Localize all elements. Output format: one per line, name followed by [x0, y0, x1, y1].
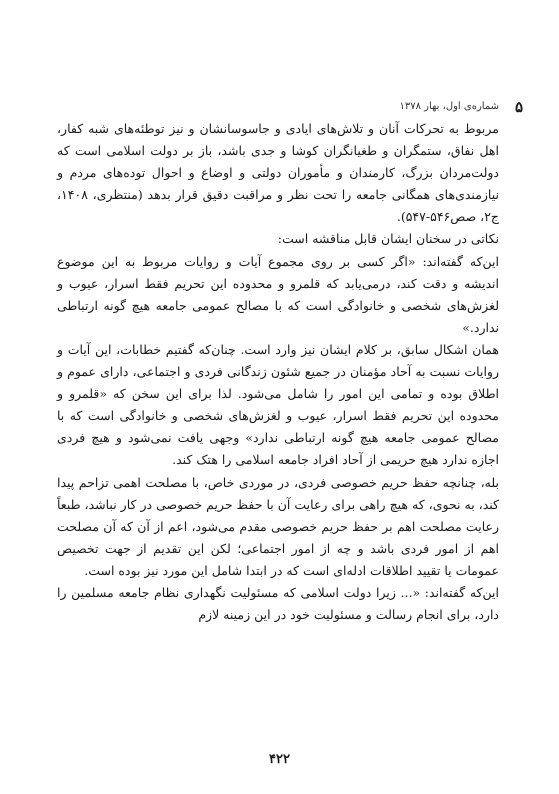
paragraph: بله، چنانچه حفظ حریم خصوصی فردی، در موردی خاص، با مصلحت اهمی تزاحم پیدا کند، به نحوی، که هیچ راهی برای رعایت آن با حفظ حریم خصوصی در کار نباشد، طبعاً رعایت مصلحت اهم بر حفظ حریم خصوصی مقدم می‌شود، اعم از آن که آن مصلحت اهم از امور فردی باشد و چه از امور اجتماعی؛ لکن این تقدیم از جهت تخصیص عمومات یا تقیید اطلاقات ادله‌ای است که در ابتدا شامل این مورد نیز بوده است.	[57, 474, 499, 578]
paragraph: همان اشکال سابق، بر کلام ایشان نیز وارد است. چنان‌که گفتیم خطابات، این آیات و روایات نسبت به آحاد مؤمنان در جمیع شئون زندگانی فردی و اجتماعی، دارای عموم و اطلاق بوده و تمامی این امور را شامل می‌شود. لذا برای این سخن که «قلمرو و محدوده این تحریم فقط اسرار، عیوب و لغزش‌های شخصی و خانوادگی است که با مصالح عمومی جامعه هیچ گونه ارتباطی ندارد» وجهی یافت نمی‌شود و هیچ فردی اجازه ندارد هیچ حریمی از آحاد افراد جامعه اسلامی را هتک کند.	[57, 341, 499, 468]
paragraph: این‌که گفته‌اند: «... زیرا دولت اسلامی که مسئولیت نگهداری نظام جامعه مسلمین را دارد، برای انجام رسالت و مسئولیت خود در این زمینه لازم	[57, 584, 499, 623]
header-number: ۵	[514, 98, 523, 116]
paragraph: این‌که گفته‌اند: «اگر کسی بر روی مجموع آیات و روایات مربوط به این موضوع اندیشه و دقت کند، درمی‌یابد که قلمرو و محدوده این تحریم فقط اسرار، عیوب و لغزش‌های شخصی و خانوادگی است که با مصالح عمومی جامعه هیچ گونه ارتباطی ندارد.»	[57, 253, 499, 335]
running-header	[0, 98, 559, 118]
paragraph: نکاتی در سخنان ایشان قابل مناقشه است:	[277, 231, 499, 247]
header-title: شماره‌ی اول، بهار ۱۳۷۸	[399, 101, 499, 112]
page-number: ۴۲۲	[269, 752, 290, 767]
page-body	[57, 118, 499, 626]
paragraph: مربوط به تحرکات آنان و تلاش‌های ایادی و جاسوسانشان و نیز توطئه‌های شبه کفار، اهل نفاق، ستمگران و طغیانگران کوشا و جدی باشد، باز بر دولت اسلامی است که دولت‌مردان بزرگ، کارمندان و مأموران دولتی و اوضاع و احوال توده‌های مردم و نیازمندی‌های همگانی جامعه را تحت نظر و مراقبت دقیق قرار بدهد (منتظری، ۱۴۰۸، ج۲، صص۵۴۶-۵۴۷).	[57, 121, 499, 225]
